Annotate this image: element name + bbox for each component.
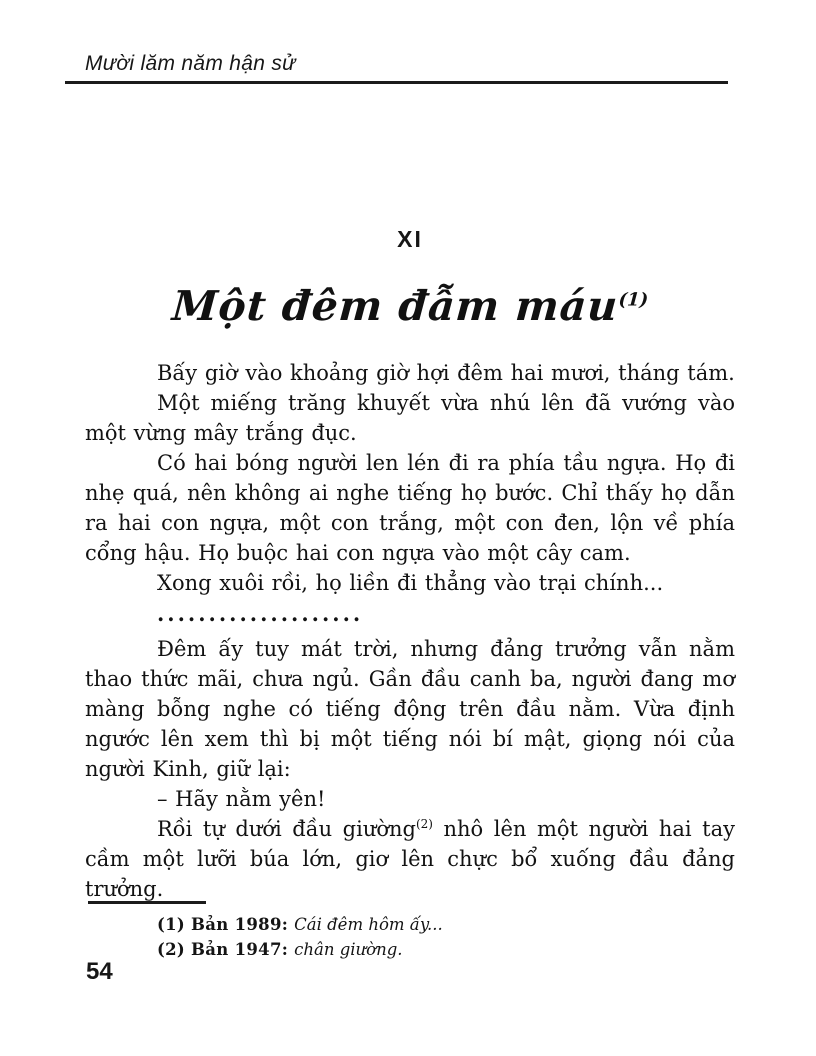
title-footnote-ref: (1) [617, 289, 649, 311]
paragraph-4: Xong xuôi rồi, họ liền đi thẳng vào trại chính... [157, 571, 664, 595]
footnote-2-quote: chân giường. [294, 940, 403, 959]
footnote-ref-2: (2) [415, 817, 433, 831]
paragraph-5: Đêm ấy tuy mát trời, nhưng đảng trưởng vẫn nằm thao thức mãi, chưa ngủ. Gần đầu canh ba, người đang mơ màng bỗng nghe có tiếng động trên đầu nằm. Vừa định ngước lên xem thì bị một tiếng nói bí mật, giọng nói của người Kinh, giữ lại: [85, 637, 735, 781]
footnote-2 [85, 937, 735, 962]
footnote-1-label: (1) Bản 1989: [157, 915, 289, 934]
running-header-title: Mười lăm năm hận sử [85, 52, 296, 75]
footnotes [85, 912, 735, 962]
paragraph-2: Một miếng trăng khuyết vừa nhú lên đã vướng vào một vừng mây trắng đục. [85, 391, 735, 445]
paragraph-6-end: nhô lên một người hai tay cầm một lưỡi búa lớn, giơ lên chực bổ xuống đầu đảng trưởng. [85, 817, 735, 901]
footnote-1-quote: Cái đêm hôm ấy... [294, 915, 443, 934]
footnote-divider [88, 901, 206, 904]
footnote-2-label: (2) Bản 1947: [157, 940, 289, 959]
paragraph-6-start: Rồi tự dưới đầu giường [157, 817, 416, 841]
chapter-number: XI [397, 226, 423, 252]
paragraph-3: Có hai bóng người len lén đi ra phía tầu ngựa. Họ đi nhẹ quá, nên không ai nghe tiếng họ bước. Chỉ thấy họ dẫn ra hai con ngựa, một con trắng, một con đen, lộn về phía cổng hậu. Họ buộc hai con ngựa vào một cây cam. [85, 451, 735, 565]
page-number: 54 [86, 958, 113, 985]
paragraph-6 [85, 814, 735, 904]
chapter-title-text: Một đêm đẫm máu [170, 282, 620, 330]
footnote-1 [85, 912, 735, 937]
running-header [65, 52, 728, 84]
body-text [85, 358, 735, 904]
dialogue-line: – Hãy nằm yên! [157, 787, 326, 811]
chapter-title [83, 282, 736, 330]
ellipsis-line: .................... [157, 601, 364, 626]
paragraph-1: Bấy giờ vào khoảng giờ hợi đêm hai mươi, tháng tám. [157, 361, 735, 385]
